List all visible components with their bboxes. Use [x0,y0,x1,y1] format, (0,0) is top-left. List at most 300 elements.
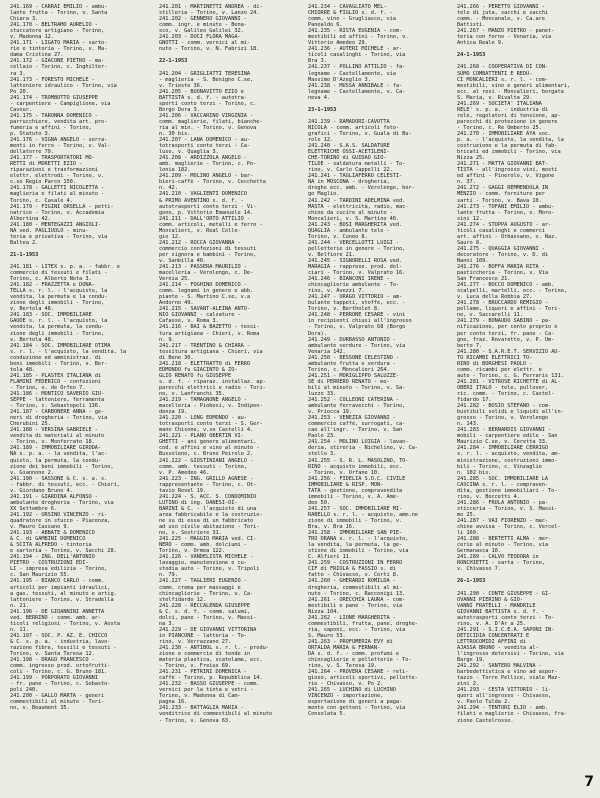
register-line: 241.291 - S.I.C.E.A. SAPONI IN- [457,626,555,633]
register-line: 241.234 - CAVAGLIATO MEL- [308,4,387,10]
register-line: mento con gettoni - Torino, via [308,705,406,712]
register-line: BATTISTA s. d. f. - autotra- [159,94,247,101]
register-line: 241.280 - S.A.R.E.T. SERVIZIO AU- [457,348,561,355]
register-line: 241.255 - S. R. L. MASOLINO, TO- [308,457,409,464]
register-line: Panealdo 6. [308,22,343,29]
register-line: CI MONCALIERI s. r. l. - com- [457,76,549,83]
register-line: gone, p. Vittorio Emanuele 14. [159,209,254,216]
register-line: dellatorre 79. [10,149,54,156]
register-line: NA s. p. a. - la vendita, l'ac- [10,451,108,458]
register-line: tavio Revel 19. [159,487,207,494]
register-line: IMMOBILIARE & RISP. MON- [308,481,384,488]
register-line: bulante tappeti, stoffe, ecc. - [308,300,406,307]
register-line: na 3. [159,620,175,627]
register-line: Nanni 109. [457,257,489,264]
register-line: - Torino, v. Monferrato 18. [10,439,95,446]
date-heading: 21-1-1953 [10,251,39,258]
register-line: comm. amb. tessuti - Torino, [159,463,247,470]
register-line: DA s. d. f. - comm. profumi e [308,651,400,658]
register-line: ecc. al resi - Moncalieri, borgata [457,88,564,95]
register-line: caffè - Torino, p. Repubblica 14. [159,675,263,682]
register-line: Torino, v. Madonna di Cam- [159,693,241,700]
register-line: s. r. l. - acquisto, vendita, am- [457,451,561,458]
register-line: cerie al minuto - Torino, via [457,542,549,549]
register-line: - maglieria - S. Benigno C.se, [159,76,254,83]
register-line: rino, v. Avezzi 7. [308,288,365,295]
register-line: nuto - Torino, c. Racconigi 13. [308,590,406,597]
register-line: 241.223 - ING. GRILLO AGNESE - [159,475,254,482]
register-line: totrasporti conto terzi - Ca- [159,143,251,150]
register-line: Torino, c. Alberto Nota 3. [10,276,92,283]
register-line: v. Mauro Cassano 9. [10,524,70,531]
register-line: 241.270 - IMMOBILIARE AYA soc. [457,130,552,137]
register-line: nuto - Torino, v. N. Fabrizi 18. [159,46,260,53]
register-line: mestibili, vino e generi alimentari, [457,82,571,89]
register-page [10,4,592,792]
register-line: piante - S. Martino C.se, v.a [159,294,251,301]
register-line: 241.244 - VERCELLOTTI LUIGI - [308,239,400,246]
register-line: no, v. Beaumont 35. [10,705,70,712]
register-line: autotrasporti conto terzi - To- [457,614,555,621]
register-line: Vernia 25. [159,276,191,283]
register-line: 241.225 - MAGGIO MARIA ved. CI- [159,536,257,543]
register-line: 241.186 - MONTICO SAVERIO GIU- [10,391,105,397]
register-line: - Torino, v. Valprato 68 (Borgo [308,324,406,331]
register-line: 241.260 - GHERARDI ROMILDA - [308,578,396,585]
register-line: 241.196 - DE GIOANNINI ANNETTA [10,608,105,615]
register-line: zione degli immobili - Torino, [10,330,105,337]
register-line: 241.251 - MORIGLIPPO SALUZZE- [308,372,400,379]
register-line: ria, saponi, ecc. - Torino, via [308,626,406,633]
register-line: v. Bertola 48. [10,306,54,313]
register-line: chine da cucire al minuto - [308,209,393,216]
register-line: tele di juta, sacchi e sacchi [457,10,549,17]
register-line: San Francesco 21. [457,276,511,283]
register-line: 241.241 - TAGLIAFERRO CELESTI- [308,173,403,180]
register-line: 241.267 - MANZO PIETRO - panet- [457,28,555,35]
register-line: GIOVANNI BATTISTA s. d. f. - [457,608,545,615]
register-line: Antica Reale 9. [457,40,505,47]
register-line: ambulante drogheria - Torino, via [10,499,114,506]
register-line: lattoniere - Torino, v. Stradella [10,596,114,603]
register-line: venditrice di commestibili al minuto [159,711,273,718]
register-line: ministrazione, costruzioni immo- [457,457,558,464]
register-line: SE di PERRERO RENATO - mo- [308,378,390,385]
register-line: vendita di materiali al minuto [10,433,105,440]
register-line: bili - Torino, c. Vinzaglio [457,463,542,470]
register-line: 241.197 - SOC. P. AZ. E. CHICCO [10,632,108,639]
register-line: 241.283 - BERNARDIS GIOVANNI - [457,427,552,434]
register-line: 241.245 - SIGNORELLI ROSA ved. [308,257,403,264]
register-line: n. 143. [457,421,479,428]
register-line: la vendita, la permuta, la ge- [308,542,403,549]
register-line: v. Luca della Robbia 27. [457,294,533,301]
register-line: MASTA - elettricità, radio, mac- [308,203,409,210]
register-line: 241.276 - BOFFA MARIA RITA - [457,264,545,271]
register-line: BARINI & C. - l'acquisto di una [159,505,257,512]
register-line: CIF di FRIOLA & FASSIO s. di [308,566,396,573]
register-line: droghe ecc. amb. - Verolengo, bor- [308,185,415,192]
register-line: coli - Torino, c. G. Bruno 181. [10,669,108,676]
register-line: RELE' s. p. a. - industria di [457,106,549,113]
register-line: bili al minuto - Torino, v. Sa- [308,384,406,391]
register-line: 241.213 - PASSERA MAURILIO - [159,264,247,271]
register-line: commercio caffè, surrogati, ca- [308,421,406,428]
register-line: - Torino, v. de Orfeo 7. [10,384,86,391]
register-line: 241.185 - PLASTEX ITALIANA di [10,372,102,379]
register-line: comm. legnami in genere e abb. [159,288,254,295]
register-line: 241.230 - ANTIBOL s. r. l. - produ- [159,644,269,651]
register-line: l'ingrosso detersivi - Torino, via [457,651,564,658]
register-line: rino, v. S. Teresa 19. [308,663,378,670]
register-line: n. 9. [159,336,175,343]
register-line: 241.222 - GIUSTINIANI ANGELO - [159,457,254,464]
register-line: 241.202 - GENNERO GIOVANNI - [159,16,247,23]
register-line: 241.189 - IMMOBILIARE GIRODA- [10,445,102,452]
register-line: v. Giordano Bruno 4. [10,487,73,494]
register-line: 241.268 - COOPERATIVA DI CON- [457,64,549,71]
register-line: lavaggio, manutenzione e cu- [159,560,247,567]
register-line: & C. di GAMBINI DOMENICO [10,536,86,543]
register-line: articoli per impianti idraulici, [10,584,111,591]
register-line: 241.293 - CESTA VITTORIO - li- [457,687,552,694]
register-line: ticoli casalinghi - Torino, via [308,52,406,59]
register-line: v. Belfiore 21. [308,251,356,258]
register-line: tura artigiana - Chieri, v. Roma [159,330,260,337]
register-line: lonia 182. [159,167,191,174]
register-line: - Torino, v. Freius 69. [159,663,232,670]
register-line: Battisti. [457,22,486,29]
register-line: SUMO COMBATTENTI E REDU- [457,70,533,77]
register-line: deo 50. [308,499,330,506]
register-line: immobili - Torino, v. A. Ame- [308,493,400,500]
register-line: chincaglierie - Torino, v. Ca- [159,590,254,597]
register-line: vendita, la permuta, la condu- [10,324,105,331]
register-line: 241.209 - MOLINO ANGELO - bar- [159,173,254,180]
register-line: 241.216 - BAI & BAZETTO - tessi- [159,324,260,331]
register-line: no, v. Sestriere 31. [159,530,222,537]
date-heading: 24-1-1953 [457,52,486,59]
register-line: in PIANCONE - latteria - To- [159,632,247,639]
register-line: grosso - Torino, v. Verolengo [457,415,549,422]
register-line: sini 12. [457,215,483,222]
register-line: 241.272 - GAGGI REMMENDOLA IN [457,185,549,192]
register-line: v. Sanbilla 40. [159,257,207,264]
register-line: MENZIO - comm. forniture per [457,191,545,198]
register-line: LI - impresa edilizia - Torino, [10,566,108,573]
register-line: gio 12. [159,233,181,240]
register-line: CHIORRE & FIGLIO s. d. f. - [308,10,393,17]
register-line: comm. ingr. e minuto - Bena- [159,22,247,29]
register-line: 241.263 - PROFUMERIA EVY di [308,638,393,645]
register-line: 241.228 - RECCALENDA GIUSEPPE [159,602,251,609]
register-line: poli 240. [10,687,39,694]
date-heading: 26-1-1953 [457,578,486,585]
register-line: conduzione ed amministraz. di [10,354,102,361]
register-line: 241.238 - MUSSA ANNIBALE - fa- [308,82,403,89]
register-line: GAUDE s. r. l. - l'acquisto, la [10,318,108,325]
register-line: 241.277 - BOCCO DOMENICO - amb. [457,282,555,289]
register-line: 241.194 - ING. DELL'ANTONIO [10,554,95,561]
register-line: 241.170 - BELTRAMO AURELIO - [10,22,98,29]
register-line: 241.286 - FROLA ANTONIO - pa- [457,499,549,506]
text-column-1 [10,4,156,711]
register-line: per signora e bambini - Torino, [159,251,257,258]
register-line: comm. ricambi per elettr. e [457,366,542,373]
register-line: razione fibre, tessili e tessuti - [10,644,117,651]
register-line: 241.178 - GALLETTI NICOLETTA - [10,185,105,192]
register-line: 241.243 - BOSI MARGHERITA ved. [308,221,403,228]
register-line: 241.201 - MARTINETTI ANDREA - di- [159,4,263,10]
register-line: 241.190 - SASSONE & C. s. a. s. [10,475,108,482]
register-line: neva 4. [308,94,330,101]
register-line: n. 30 bis. [159,130,191,137]
register-line: LETTROCOMIDI AFFINI di [457,638,527,645]
register-line: macelleria - Verolengo, c. De- [159,270,254,277]
register-line: & C. s. p. a. - industria, lavo- [10,638,111,645]
register-line: bricati ed immobili - Torino, via [457,149,561,156]
register-line: 241.231 - PETRINI DOMENICA - [159,669,247,676]
register-line: 241.174 - TROMBOTTO GIUSEPPE [10,94,98,101]
register-line: NICOLA - comm. articoli foto- [308,124,400,131]
register-line: 241.289 - CALVO TEODORA in [457,554,539,561]
register-line: 241.274 - STOPPA AUGUSTO - ar- [457,221,552,228]
register-line: Cherubini 25. [10,421,51,428]
register-line: ra 3. [10,70,26,77]
register-line: Consolata 5. [308,711,346,718]
register-line: Cafasse, v. Roma 3. [159,318,219,325]
register-line: 241.224 - S. ACC. S. CONDOMINIO [159,493,257,500]
register-line: TILDE - saldatura metalli - To- [308,161,406,168]
register-line: pagna 16. [159,699,188,706]
register-line: legname - Castellamonte, via [308,70,396,77]
register-line: ad uso civile abitazione - Tori- [159,524,260,531]
register-line: sticceria - Torino, v. S. Massi- [457,505,558,512]
register-line: 241.199 - PORPORATO GIOVANNI [10,675,98,682]
register-line: Po 20. [10,88,29,95]
register-line: Nizza 25. [457,155,486,162]
register-line: Sauro 8. [457,239,483,246]
register-line: auto - Torino, c. G. Ferraris 131. [457,372,564,379]
register-line: 241.294 - TENTORI ELIO - amb. [457,705,549,712]
register-line: stello 3. [308,451,337,458]
register-line: scalpelli, martelli, ecc. - Torino, [457,288,567,295]
register-line: 241.261 - ORECCHIA LAURA - com- [308,596,406,603]
register-line: per conto terzi, fr. pane - Ca- [457,330,555,337]
register-line: 241.229 - DE GIOVANNI VITTORINA [159,626,257,633]
register-line: ric. comm. - Torino, c. Castel- [457,391,555,397]
register-line: menti in ferro - Torino, v. Val- [10,143,111,150]
register-line: deria, stireria - Nichelino, v. Ca- [308,445,418,452]
register-line: 241.176 - VIGNA ANGELO - serra- [10,137,108,144]
register-line: 241.182 - FRAZZETTA e DONA- [10,282,95,289]
register-line: Torino, v. Cuneo 8. [308,233,368,240]
register-line: - Torino, v. Genova 63. [159,717,232,724]
register-line: Nizza 104. [308,608,340,615]
register-line: 241.180 - MENTEGAZZI ANGIOLI- [10,221,102,228]
register-line: NA ved. PAGLIUOLO - minu- [10,227,89,234]
register-line: autotrasporti conto terzi - Vi- [159,203,257,210]
register-line: 241.242 - TARDINI ADELMINA ved. [308,197,406,204]
register-line: comm. articoli, metalli e ferro - [159,221,263,228]
register-line: tazio - Torre Pellice, viale Maz- [457,675,561,682]
register-line: cod. e affini e vino al minuto - [159,445,260,452]
register-line: teria e privativa - Torino, via [10,233,108,240]
register-line: 241.254 - MOLINO LUIGIA - lavan- [308,439,409,446]
register-line: n. 42. [159,185,178,192]
register-line: 241.200 - GALLO MARTA - generi [10,693,105,700]
register-line: lattoniere idraulico - Torino, via [10,82,117,89]
register-line: grafici - Torino, v. Guala di Bu- [308,130,412,137]
register-line: chincaglierie ambulante - To- [308,282,400,289]
register-line: 241.205 - BUONAVITTO EZIO e [159,88,244,95]
register-line: tessitura artigiana - Chieri, via [159,348,263,355]
register-line: DETICIDIA CONCENTRATI E [457,632,530,639]
register-line: GLIO RENATO fu GIUSEPPE [159,372,232,379]
register-line: Venaria 142. [308,348,346,355]
register-line: lante frutta - Torino, v. Santa [10,10,108,17]
register-line: 241.282 - BOSIO STEFANO - com- [457,403,552,410]
register-line: area fabbricabile e la costruzio- [159,511,263,518]
register-line: v. Priocca 19. [308,409,352,416]
register-line: 241.193 - ABBATE & DOMENICO [10,530,95,537]
register-line: TO RICAMBI ELETTRICI TO- [457,354,533,361]
register-line: QUAGLIA - ambulante tele - [308,227,390,234]
register-line: ciari - Torino, v. Valprato 16. [308,270,406,277]
register-line: n. 102 bis. [457,469,492,476]
register-line: Torino, c. Moncalieri 264. [308,366,390,373]
register-line: zini 2. [457,681,479,688]
register-line: pelletterie in genere - Torino, [308,245,406,252]
register-line: s. d. f. - riparaz. installaz. ap- [159,378,266,385]
register-line: 241.210 - VAGLIENTI DOMENICO [159,191,247,198]
register-line: 241.219 - TAMAGNONE ANGELO - [159,397,247,404]
register-line: pellame, liquori e affini - Tori- [457,306,561,313]
register-line: gne, fraz. Rovaretto, v. P. Um- [457,336,555,343]
register-line: fidardo 17. [457,397,492,404]
register-line: RONCHIETTI - sarta - Torino, [457,560,545,567]
register-line: in recipienti chiusi all'ingrosso [308,318,412,325]
text-column-4 [457,4,600,724]
register-line: teria con forno - Venaria, via [457,34,552,41]
register-line: S. Maria, v. Rivalta 29. [457,94,533,101]
register-line: TRO ORANA s. r. l. - l'acquisto, [308,536,409,543]
register-line: mestibili ed affini - Torino, v. [308,34,409,41]
register-line: p. a. - l'acquisto, la vendita, la [457,137,564,144]
register-line: legname - Castellamonte, v. Ca- [308,88,406,95]
register-line: 241.278 - BRUCCARDO REMIGIO - [457,300,549,307]
register-line: & PRIMO AVENTINO s. d. f. - [159,197,244,204]
register-line: FLAMINI FEDERICO - confezioni [10,378,102,385]
register-line: 241.285 - SOC. IMMOBILIARE LA [457,475,549,482]
register-line: ticoli religiosi - Torino, v. Aosta [10,620,120,627]
register-line: 241.191 - GIARDINA ALFONSO - [10,493,98,500]
register-line: 241.235 - RISTA EUGENIA - com- [308,28,403,35]
register-line: zione di immobili - Torino, v. [308,517,403,524]
register-line: materia plastica, scatolame, ecc. [159,657,263,664]
register-line: ambulante verdure - Torino, via [308,342,406,349]
register-line: RINO di BORGHESI PAOLO - [457,360,533,367]
register-line: 241.215 - SAVANT-ALEINA ANTO- [159,306,251,313]
register-line: li 160. [457,530,479,537]
register-line: quori all'ingrosso - Chivasso, [457,693,552,700]
register-line: 241.247 - URAGO VITTORIO - am- [308,294,403,301]
register-line: art. affini - Orbassano, v. Naz. [457,233,558,240]
register-line: costruzione e la permuta di fab- [457,143,558,150]
register-line: zione dei beni immobili - Torino, [10,463,114,470]
register-line: n. 37. [457,179,476,186]
register-line: 241.203 - DUCI FLORA MAGA- [159,34,241,41]
register-line: beni immobili - Torino, v. Ber- [10,360,108,367]
register-line: v. Madonna 12. [10,34,54,41]
register-line: 241.211 - DALL'ORTO ATTILIO - [159,215,251,222]
register-line: no, v. Lanfranchi 35. [159,391,225,397]
register-line: ambulante frutta e verdura - [308,360,396,367]
register-line: 241.256 - FIDELIA S.O.C. CIVILE [308,475,406,482]
register-line: 241.198 - DRAGO FRANCESCO - [10,657,95,664]
register-line: lante frutta - Torino, v. Moro- [457,209,555,216]
register-line: TISTA - all'ingrosso vini, mosti [457,167,558,174]
register-line: ambulante ferravecchi - Torino, [308,403,406,410]
register-line: CASCINA s. r. l. - compraven- [457,481,549,488]
register-line: ORTALDA MARIA & FERNAN- [308,644,381,651]
register-line: zione e commercio di tende in [159,651,251,658]
register-line: ne su di essa di un fabbricato [159,517,254,524]
register-line: commestibili, frutta, pane, droghe- [308,620,418,627]
register-line: 241.233 - BATTAGLIA MARIA - [159,705,244,712]
register-line: 241.257 - SOC. IMMOBILIARE MI- [308,505,403,512]
register-line: rolo 12. [308,137,334,144]
register-line: stilleria - Torino, v. Lanzo 24. [159,10,260,17]
register-line: 241.288 - BERTETTI ALMA - mer- [457,536,552,543]
register-line: 241.169 - CARRAI EMILIO - ambu- [10,4,108,10]
register-line: RETTI di MORETTI EZIO - [10,161,83,168]
register-line: chine avvisa - Torino, c. Vercel- [457,524,561,531]
register-line: PIETRO - COSTRUZIONI EDI- [10,560,89,567]
register-line: 241.192 - URSINO VINCENZO - ri- [10,511,108,518]
register-line: 241.175 - TARONNA DOMENICO - [10,112,98,119]
register-line: Barge 19. [457,657,486,664]
register-line: 241.259 - COSTRUZIONI IN FERRO [308,560,403,567]
register-line: & C. s. d. f. - comm. salumi, [159,608,251,615]
register-line: 241.237 - POLLINO ATTILIO - fa- [308,64,406,71]
register-line: mano Chisone, v.so Castelli 4. [159,427,254,434]
register-line: Massimo D'Azeglio 3. [308,76,371,83]
register-line: rappresentante - Torino, c. Ot- [159,481,257,488]
register-line: c. San Maurizio 55. [10,572,70,579]
register-line: VANNI FRATELLI - MANDRILE [457,602,536,609]
register-line: 241.252 - COLLEONI CATERINA - [308,397,400,404]
register-line: OBERI ITALO - tele, pullover, [457,384,549,391]
register-line: 241.250 - BESSONE CELESTINO - [308,354,400,361]
register-line: luzzo 33. [308,391,337,397]
register-line: Andorno 49. [159,300,194,307]
register-line: cao all'ingr. - Torino, v. San [308,427,403,434]
register-line: parecchi di protezione in genere [457,118,558,125]
register-line: n. 11. [10,626,29,633]
register-line: 241.214 - FOGHINO DOMENICO - [159,282,247,289]
register-line: Cavour. [10,106,32,113]
register-line: 241.195 - BIANCO CARLO - comm. [10,578,105,585]
text-column-2 [159,4,305,724]
register-line: quisto, la permuta, la condu- [10,457,102,464]
register-line: 241.292 - SANTERO MALVINA - [457,663,542,670]
register-line: Maurizio C.se, v. Ceretta 33. [457,439,549,446]
register-line: rino, v. Verrazzano 27. [159,638,232,645]
register-line: commercio confezioni di tessuti [159,245,257,252]
register-line: stelfidardo 12. [159,596,207,603]
register-line: 241.218 - ELETTRATTO di FERRO [159,360,251,367]
